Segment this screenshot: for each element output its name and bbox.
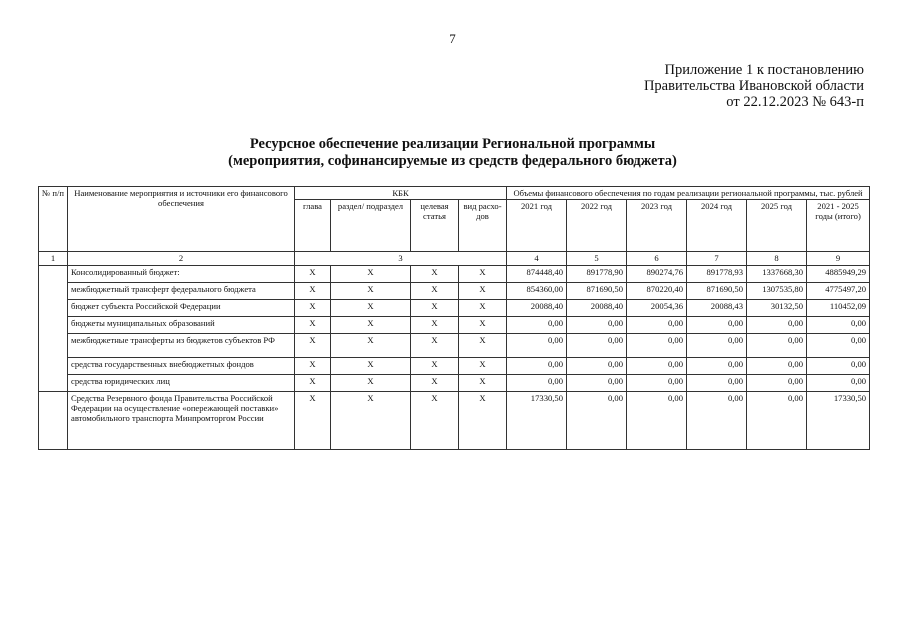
cell-glava: X <box>295 358 331 375</box>
cell-razdel: X <box>331 334 411 358</box>
cell-razdel: X <box>331 300 411 317</box>
cell-name: бюджеты муниципальных образований <box>68 317 295 334</box>
header-stat: целевая статья <box>411 200 459 252</box>
cell-y2023: 0,00 <box>627 375 687 392</box>
cell-y2024: 0,00 <box>687 358 747 375</box>
cell-y2021: 20088,40 <box>507 300 567 317</box>
cell-y2024: 0,00 <box>687 334 747 358</box>
cell-y2022: 20088,40 <box>567 300 627 317</box>
cell-y2025: 1307535,80 <box>747 283 807 300</box>
cell-glava: X <box>295 334 331 358</box>
cell-vid: X <box>459 334 507 358</box>
table-row <box>39 375 870 392</box>
cell-y2021: 0,00 <box>507 334 567 358</box>
cell-glava: X <box>295 266 331 283</box>
appendix-line-1: Приложение 1 к постановлению <box>664 62 864 78</box>
cell-y2025: 0,00 <box>747 317 807 334</box>
reserve-razdel: X <box>331 392 411 450</box>
appendix-line-2: Правительства Ивановской области <box>643 78 864 94</box>
cell-y2022: 0,00 <box>567 317 627 334</box>
cell-y2025: 0,00 <box>747 375 807 392</box>
header-vid: вид расхо- дов <box>459 200 507 252</box>
cell-y2024: 871690,50 <box>687 283 747 300</box>
cell-y2022: 891778,90 <box>567 266 627 283</box>
cell-total: 0,00 <box>807 375 870 392</box>
cell-stat: X <box>411 283 459 300</box>
document-title <box>0 136 905 170</box>
cell-stat: X <box>411 375 459 392</box>
col-num: 4 <box>507 252 567 266</box>
table-row <box>39 283 870 300</box>
cell-y2023: 0,00 <box>627 358 687 375</box>
cell-y2022: 0,00 <box>567 334 627 358</box>
header-glava: глава <box>295 200 331 252</box>
cell-y2023: 20054,36 <box>627 300 687 317</box>
reserve-y2024: 0,00 <box>687 392 747 450</box>
header-kbk: КБК <box>295 187 507 200</box>
reserve-y2023: 0,00 <box>627 392 687 450</box>
cell-stat: X <box>411 317 459 334</box>
table-row <box>39 358 870 375</box>
cell-total: 0,00 <box>807 334 870 358</box>
cell-vid: X <box>459 358 507 375</box>
reserve-y2022: 0,00 <box>567 392 627 450</box>
table-row <box>39 266 870 283</box>
cell-y2025: 30132,50 <box>747 300 807 317</box>
cell-y2024: 0,00 <box>687 375 747 392</box>
header-razdel: раздел/ подраздел <box>331 200 411 252</box>
cell-razdel: X <box>331 358 411 375</box>
cell-total: 110452,09 <box>807 300 870 317</box>
reserve-y2021: 17330,50 <box>507 392 567 450</box>
cell-name: средства юридических лиц <box>68 375 295 392</box>
col-num: 8 <box>747 252 807 266</box>
cell-y2023: 0,00 <box>627 317 687 334</box>
header-total: 2021 - 2025 годы (итого) <box>807 200 870 252</box>
title-line-1: Ресурсное обеспечение реализации Региональной программы <box>249 136 656 152</box>
cell-vid: X <box>459 375 507 392</box>
cell-glava: X <box>295 317 331 334</box>
cell-y2022: 0,00 <box>567 358 627 375</box>
cell-glava: X <box>295 283 331 300</box>
title-line-2: (мероприятия, софинансируемые из средств федерального бюджета) <box>228 153 677 169</box>
cell-razdel: X <box>331 317 411 334</box>
header-y2025: 2025 год <box>747 200 807 252</box>
cell-y2021: 0,00 <box>507 317 567 334</box>
cell-glava: X <box>295 300 331 317</box>
cell-vid: X <box>459 300 507 317</box>
cell-y2021: 0,00 <box>507 358 567 375</box>
cell-y2022: 871690,50 <box>567 283 627 300</box>
cell-y2021: 0,00 <box>507 375 567 392</box>
reserve-stat: X <box>411 392 459 450</box>
reserve-name: Средства Резервного фонда Правительства Российской Федерации на осуществление «опережающей поставки» автомобильного транспорта Минпромторгом России <box>68 392 295 450</box>
cell-y2022: 0,00 <box>567 375 627 392</box>
resource-table <box>38 186 870 450</box>
row-group-num <box>39 266 68 392</box>
reserve-row <box>39 392 870 450</box>
cell-name: межбюджетные трансферты из бюджетов субъектов РФ <box>68 334 295 358</box>
cell-name: Консолидированный бюджет: <box>68 266 295 283</box>
cell-total: 4885949,29 <box>807 266 870 283</box>
cell-stat: X <box>411 358 459 375</box>
col-num: 9 <box>807 252 870 266</box>
col-num: 1 <box>39 252 68 266</box>
cell-glava: X <box>295 375 331 392</box>
table-body <box>39 266 870 392</box>
reserve-glava: X <box>295 392 331 450</box>
header-y2023: 2023 год <box>627 200 687 252</box>
header-row-1 <box>39 187 870 200</box>
column-number-row <box>39 252 870 266</box>
cell-razdel: X <box>331 266 411 283</box>
header-y2022: 2022 год <box>567 200 627 252</box>
table-row <box>39 300 870 317</box>
col-num: 3 <box>295 252 507 266</box>
cell-y2023: 870220,40 <box>627 283 687 300</box>
cell-vid: X <box>459 266 507 283</box>
cell-razdel: X <box>331 375 411 392</box>
cell-y2023: 890274,76 <box>627 266 687 283</box>
cell-name: средства государственных внебюджетных фондов <box>68 358 295 375</box>
cell-stat: X <box>411 266 459 283</box>
appendix-line-3: от 22.12.2023 № 643-п <box>726 94 864 110</box>
col-num: 2 <box>68 252 295 266</box>
table-row <box>39 334 870 358</box>
cell-y2025: 0,00 <box>747 334 807 358</box>
cell-name: межбюджетный трансферт федерального бюджета <box>68 283 295 300</box>
header-num: № п/п <box>39 187 68 252</box>
cell-total: 0,00 <box>807 317 870 334</box>
appendix-reference <box>644 62 864 110</box>
cell-total: 0,00 <box>807 358 870 375</box>
cell-name: бюджет субъекта Российской Федерации <box>68 300 295 317</box>
cell-y2025: 1337668,30 <box>747 266 807 283</box>
cell-vid: X <box>459 283 507 300</box>
reserve-num <box>39 392 68 450</box>
cell-y2024: 891778,93 <box>687 266 747 283</box>
cell-y2024: 20088,43 <box>687 300 747 317</box>
col-num: 5 <box>567 252 627 266</box>
cell-y2025: 0,00 <box>747 358 807 375</box>
col-num: 7 <box>687 252 747 266</box>
cell-razdel: X <box>331 283 411 300</box>
cell-y2021: 854360,00 <box>507 283 567 300</box>
reserve-vid: X <box>459 392 507 450</box>
cell-total: 4775497,20 <box>807 283 870 300</box>
header-y2024: 2024 год <box>687 200 747 252</box>
cell-y2024: 0,00 <box>687 317 747 334</box>
reserve-y2025: 0,00 <box>747 392 807 450</box>
header-y2021: 2021 год <box>507 200 567 252</box>
header-volumes: Объемы финансового обеспечения по годам реализации региональной программы, тыс. рублей <box>507 187 870 200</box>
cell-vid: X <box>459 317 507 334</box>
table-row <box>39 317 870 334</box>
header-name: Наименование мероприятия и источники его финансового обеспечения <box>68 187 295 252</box>
cell-stat: X <box>411 334 459 358</box>
page-number: 7 <box>449 31 456 46</box>
cell-y2023: 0,00 <box>627 334 687 358</box>
cell-stat: X <box>411 300 459 317</box>
cell-y2021: 874448,40 <box>507 266 567 283</box>
col-num: 6 <box>627 252 687 266</box>
reserve-total: 17330,50 <box>807 392 870 450</box>
